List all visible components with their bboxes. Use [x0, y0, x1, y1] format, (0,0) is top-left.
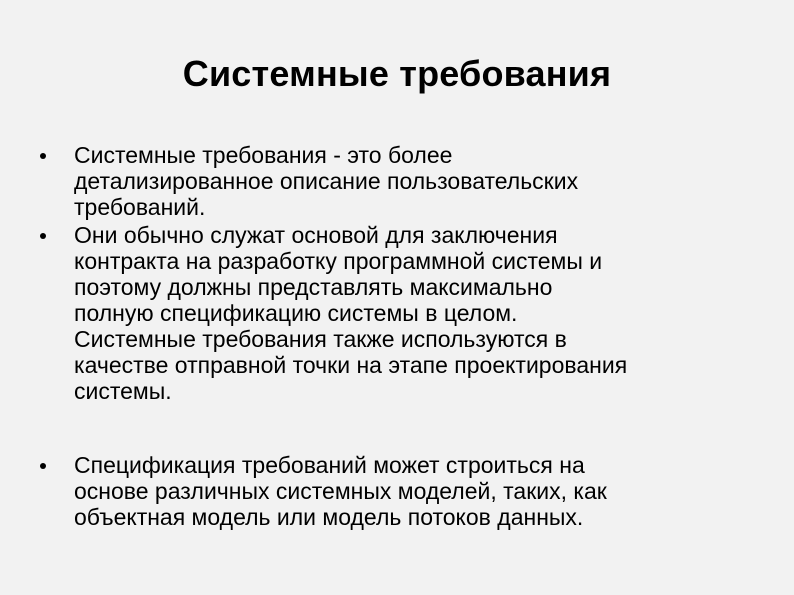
bullet-item	[0, 222, 794, 404]
bullet-dot-icon	[40, 463, 46, 469]
bullet-item	[0, 452, 794, 530]
slide-title: Системные требования	[182, 53, 612, 94]
bullet-dot-icon	[40, 153, 46, 159]
bullet-list	[0, 142, 794, 530]
bullet-item	[0, 142, 794, 220]
bullet-text: Они обычно служат основой для заключения контракта на разработку программной системы и поэтому должны представлять максимально полную спецификацию системы в целом. Системные требования также используются в качестве отправной точки на этапе проектирования системы.	[74, 222, 628, 404]
bullet-text: Системные требования - это более детализированное описание пользовательских требований.	[74, 142, 579, 220]
bullet-dot-icon	[40, 233, 46, 239]
bullet-text: Спецификация требований может строиться на основе различных системных моделей, таких, как объектная модель или модель потоков данных.	[74, 452, 607, 530]
